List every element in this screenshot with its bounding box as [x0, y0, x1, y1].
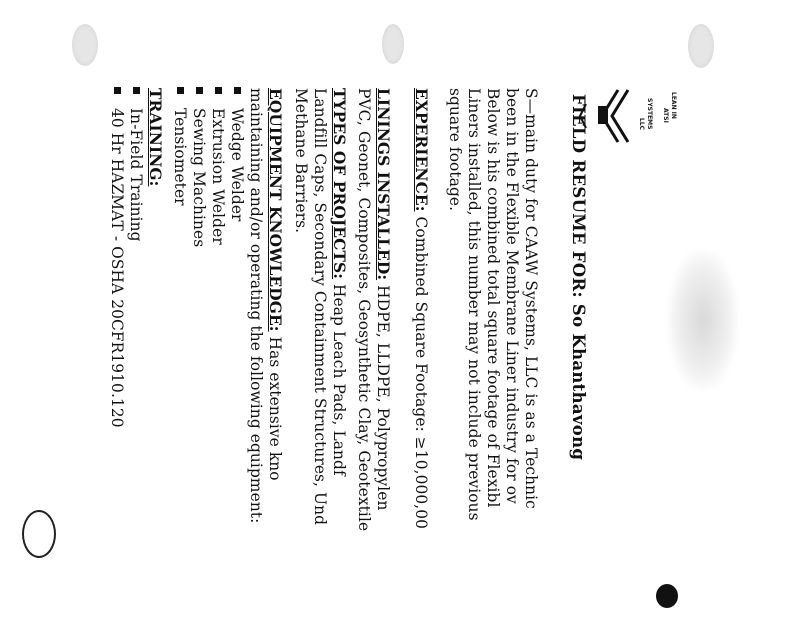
- bullet-icon: [134, 87, 141, 94]
- equipment-line: maintaining and/or operating the following equipment:: [247, 88, 265, 524]
- bullet-icon: [197, 87, 204, 94]
- equipment-label: EQUIPMENT KNOWLEDGE:: [266, 88, 284, 332]
- training-row: [145, 88, 164, 186]
- punch-hole: [72, 24, 98, 66]
- equipment-row: [265, 88, 284, 481]
- experience-label: EXPERIENCE:: [412, 88, 430, 212]
- resume-body: [108, 88, 588, 618]
- linings-row: [373, 88, 392, 510]
- equipment-value: Has extensive kno: [266, 331, 284, 481]
- linings-label: LININGS INSTALLED:: [374, 88, 392, 281]
- bullet-icon: [235, 87, 242, 94]
- experience-row: [411, 88, 430, 529]
- training-label: TRAINING:: [146, 88, 164, 187]
- list-item: Tensiometer: [170, 87, 189, 206]
- projects-row: [329, 88, 348, 476]
- projects-line: Methane Barriers.: [292, 88, 310, 234]
- faded-watermark: [668, 250, 738, 390]
- bullet-icon: [216, 87, 223, 94]
- logo-text: LEAN IN: [670, 92, 677, 119]
- ink-dot: [656, 584, 678, 608]
- bullet-icon: [178, 87, 185, 94]
- punch-hole: [382, 24, 404, 64]
- logo-text: LLC: [638, 118, 645, 131]
- projects-value: Heap Leach Pads, Landf: [330, 279, 348, 476]
- intro-line: square footage.: [446, 88, 464, 212]
- punch-hole: [688, 24, 714, 68]
- intro-line: been in the Flexible Membrane Liner industry for ov: [503, 88, 521, 504]
- page-title: FIELD RESUME FOR: So Khanthavong: [569, 94, 588, 461]
- intro-line: Below is his combined total square footage of Flexibl: [484, 88, 502, 508]
- list-item: Wedge Welder: [227, 87, 246, 222]
- intro-line: Liners installed, this number may not include previous: [465, 88, 483, 521]
- ring-mark: [22, 510, 56, 558]
- logo-text: SYSTEMS: [646, 98, 653, 130]
- list-item: Sewing Machines: [189, 87, 208, 247]
- intro-line: S—main duty for CAAW Systems, LLC is as a Technic: [522, 88, 540, 509]
- list-item: In-Field Training: [126, 87, 145, 242]
- list-item: Extrusion Welder: [208, 87, 227, 245]
- linings-value: HDPE, LLDPE, Polypropylen: [374, 280, 392, 511]
- projects-label: TYPES OF PROJECTS:: [330, 88, 348, 279]
- bullet-icon: [115, 87, 122, 94]
- projects-line: Landfill Caps, Secondary Containment Structures, Und: [311, 88, 329, 526]
- list-item: 40 Hr HAZMAT - OSHA 20CFR1910.120: [107, 87, 126, 428]
- logo-text: ATSI: [662, 108, 669, 123]
- linings-line: PVC, Geonet, Composites, Geosynthetic Clay, Geotextile: [355, 88, 373, 532]
- experience-value: Combined Square Footage: ≥10,000,00: [412, 211, 430, 530]
